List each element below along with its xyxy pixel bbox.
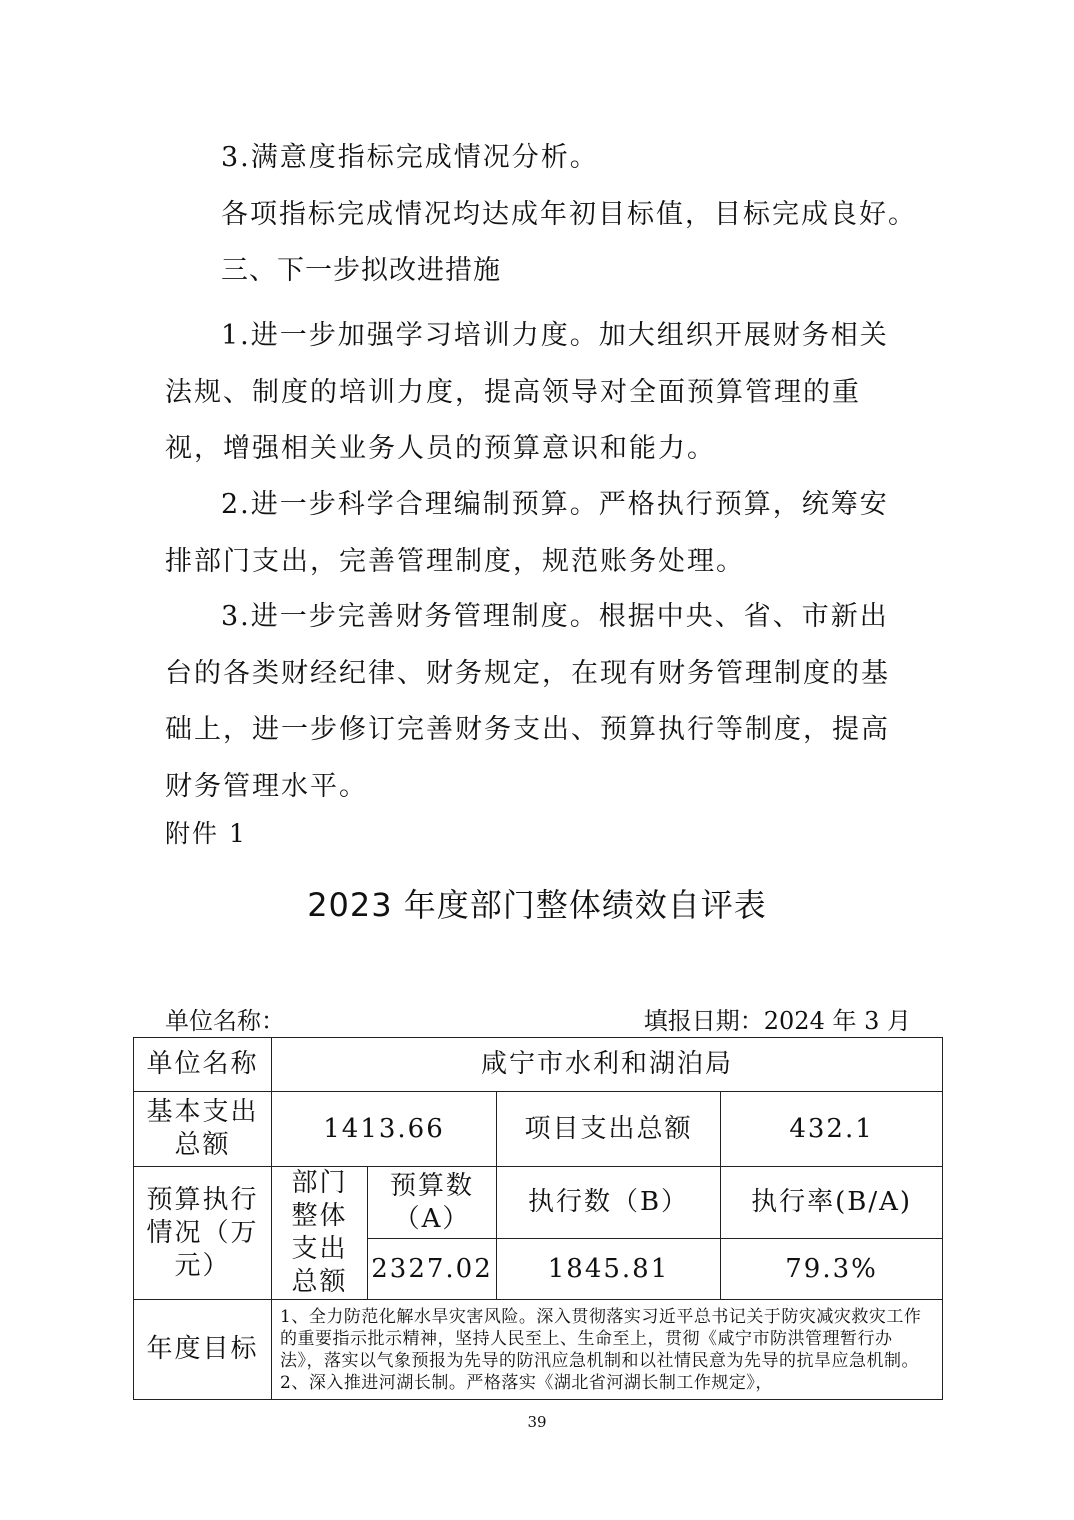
paragraph-satisfaction-heading: 3.满意度指标完成情况分析。 (221, 142, 599, 173)
attachment-label: 附件 1 (165, 819, 247, 848)
paragraph-goal-summary: 各项指标完成情况均达成年初目标值，目标完成良好。 (221, 199, 917, 230)
paragraph-measure-2: 2.进一步科学合理编制预算。严格执行预算，统筹安排部门支出，完善管理制度，规范账务处理。 (165, 489, 889, 577)
self-evaluation-table (133, 1037, 943, 1400)
paragraph-measure-1: 1.进一步加强学习培训力度。加大组织开展财务相关法规、制度的培训力度，提高领导对全面预算管理的重视，增强相关业务人员的预算意识和能力。 (165, 320, 889, 464)
unit-name-label: 单位名称： (165, 1007, 285, 1035)
basic-expenditure-value: 1413.66 (272, 1092, 497, 1167)
page-number: 39 (527, 1413, 547, 1431)
execution-rate-value: 79.3% (721, 1239, 943, 1300)
budget-a-header: 预算数（A） (368, 1167, 497, 1239)
dept-total-expenditure-label: 部门整体支出总额 (272, 1167, 368, 1300)
executed-b-header: 执行数（B） (497, 1167, 721, 1239)
annual-goal-text: 1、全力防范化解水旱灾害风险。深入贯彻落实习近平总书记关于防灾减灾救灾工作的重要指示批示精神，坚持人民至上、生命至上，贯彻《咸宁市防洪管理暂行办法》，落实以气象预报为先导的防汛应急机制和以社情民意为先导的抗旱应急机制。2、深入推进河湖长制。严格落实《湖北省河湖长制工作规定》， (272, 1300, 943, 1400)
execution-rate-header: 执行率(B/A) (721, 1167, 943, 1239)
report-date: 填报日期：2024 年 3 月 (643, 1007, 911, 1035)
project-expenditure-value: 432.1 (721, 1092, 943, 1167)
executed-b-value: 1845.81 (497, 1239, 721, 1300)
basic-expenditure-label: 基本支出总额 (134, 1092, 272, 1167)
paragraph-measure-3: 3.进一步完善财务管理制度。根据中央、省、市新出台的各类财经纪律、财务规定，在现有财务管理制度的基础上，进一步修订完善财务支出、预算执行等制度，提高财务管理水平。 (165, 601, 890, 802)
budget-a-value: 2327.02 (368, 1239, 497, 1300)
section-heading-improvements: 三、下一步拟改进措施 (221, 255, 501, 286)
unit-name-value: 咸宁市水利和湖泊局 (272, 1038, 943, 1092)
form-title: 2023 年度部门整体绩效自评表 (307, 886, 767, 924)
project-expenditure-label: 项目支出总额 (497, 1092, 721, 1167)
annual-goal-label: 年度目标 (134, 1300, 272, 1400)
unit-name-header: 单位名称 (134, 1038, 272, 1092)
budget-execution-label: 预算执行情况（万元） (134, 1167, 272, 1300)
